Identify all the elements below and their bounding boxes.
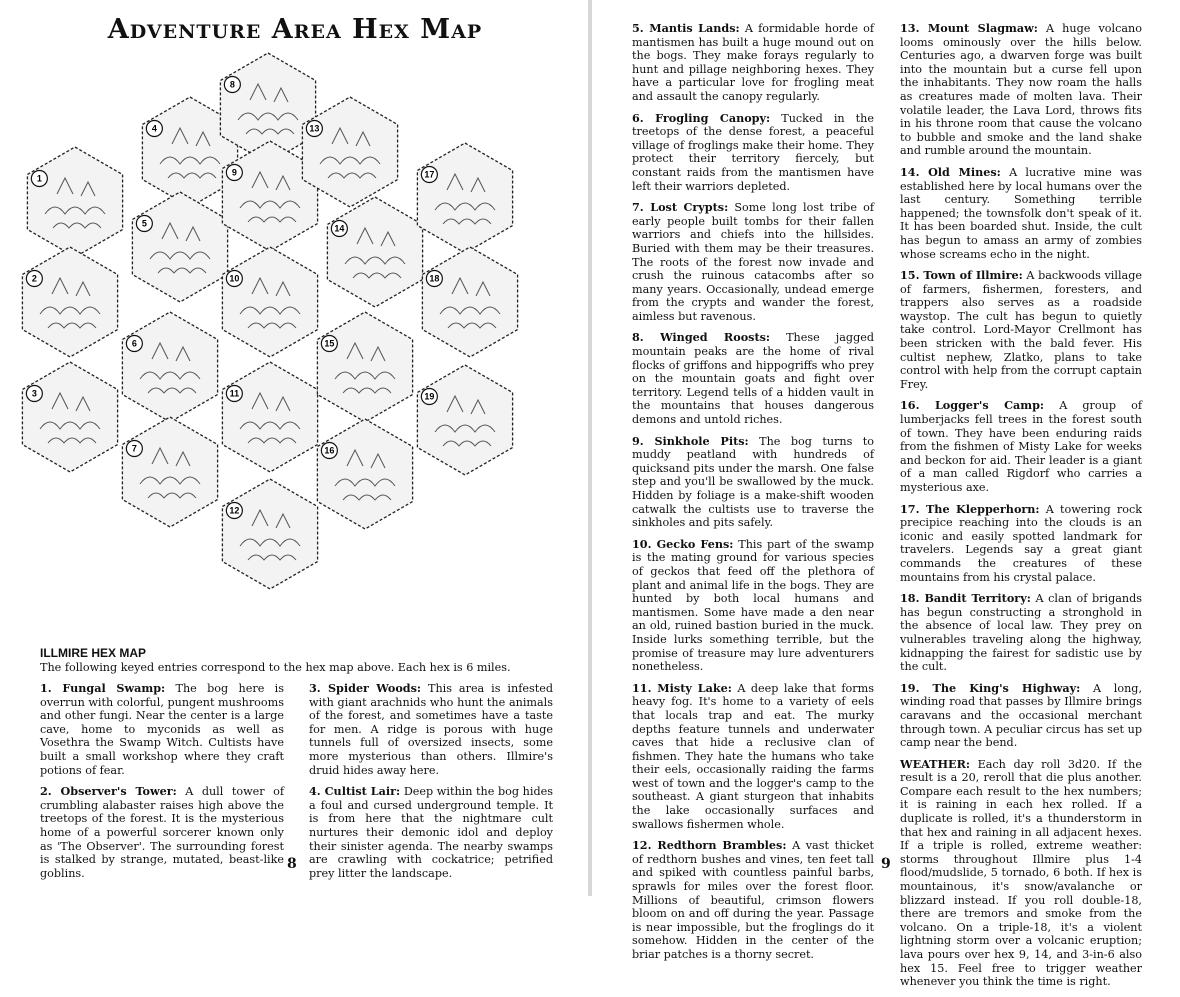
hex-number-label: 8	[229, 79, 235, 90]
map-intro: The following keyed entries correspond to the hex map above. Each hex is 6 miles.	[40, 661, 511, 674]
hex-entry: 19. The King's Highway: A long, winding road that passes by Illmire brings caravans and the occasional merchant through town. A peculiar circus has set up camp near the bend.	[900, 680, 1143, 750]
weather-entry: WEATHER: Each day roll 3d20. If the result is a 20, reroll that die plus another. Compare each result to the hex numbers; it is raining in each hex rolled. If a duplicate is rolled, it's a thunderstorm in that hex and raining in all adjacent hexes. If a triple is rolled, extreme weather: storms throughout Illmire plus 1-4 flood/mudslide, 5 tornado, 6 both. If hex is mountainous, it's snow/avalanche or blizzard instead. If you roll double-18, there are tremors and smoke from the volcano. On a triple-18, it's a violent lightning storm over a volcanic eruption; lava pours over hex 9, 14, and 3-in-6 also hex 15. Feel free to trigger weather whenever you think the time is right.	[900, 756, 1142, 989]
hex-outline	[422, 247, 517, 357]
hex-entry: 10. Gecko Fens: This part of the swamp is the mating ground for various species of geckos that feed off the plethora of plant and animal life in the bogs. They are hunted by both local humans and mantismen. Some have made a den near an old, ruined bastion buried in the muck. Inside lurks something terrible, but the promise of treasure may lure adventurers nonetheless.	[632, 536, 874, 674]
hex-outline	[417, 143, 512, 253]
entries-column-3	[632, 22, 874, 970]
hex-entry: 12. Redthorn Brambles: A vast thicket of redthorn bushes and vines, ten feet tall and spiked with countless painful barbs, sprawls for miles over the forest floor. Millions of beautiful, crimson flowers bloom on and off during the year. Passage is near impossible, but the froglings do it somehow. Hidden in the center of the briar patches is a thorny secret.	[632, 838, 875, 961]
hex-number-label: 15	[324, 338, 335, 349]
hex-outline	[22, 362, 117, 472]
hex-entry: 15. Town of Illmire: A backwoods village of farmers, fishermen, foresters, and trappers also serves as a roadside waystop. The cult has begun to quietly take control. Lord-Mayor Crellmont has been stricken with the bald fever. His cultist nephew, Zlatko, plans to take control with help from the corrupt captain Frey.	[900, 268, 1142, 391]
hex-entry: 7. Lost Crypts: Some long lost tribe of early people built tombs for their fallen warriors and chiefs into the hillsides. Buried with them may be their treasures. The roots of the forest now invade and crush the ruinous catacombs after so many years. Occasionally, undead emerge from the crypts and wander the forest, aimless but ravenous.	[632, 200, 874, 323]
hex-entry: 14. Old Mines: A lucrative mine was established here by local humans over the last century. Something terrible happened; the townsfolk don't speak of it. It has been boarded shut. Inside, the cult has begun to amass an army of zombies whose screams echo in the night.	[900, 164, 1142, 261]
hex-entry: 17. The Klepperhorn: A towering rock precipice reaching into the clouds is an iconic and easily spotted landmark for travelers. Legends say a great giant commands the creatures of these mountains from his crystal palace.	[900, 501, 1143, 584]
hex-tile-2	[22, 247, 117, 357]
hex-number-label: 10	[229, 273, 240, 284]
hex-number-label: 14	[334, 223, 345, 234]
hex-number-label: 2	[31, 273, 37, 284]
hex-number-label: 1	[36, 173, 42, 184]
hex-entry: 3. Spider Woods: This area is infested with giant arachnids who hunt the animals of the forest, and sometimes have a taste for men. A ridge is porous with huge tunnels full of oversized insects, some more mysterious than others. Illmire's druid hides away here.	[309, 681, 553, 777]
hex-tile-10	[222, 247, 317, 357]
hex-outline	[222, 362, 317, 472]
hex-number-label: 17	[424, 169, 435, 180]
page-title: Adventure Area Hex Map	[107, 14, 483, 45]
hex-number-label: 18	[429, 273, 440, 284]
hex-number-label: 11	[229, 388, 240, 399]
hex-entry: 13. Mount Slagmaw: A huge volcano looms ominously over the hills below. Centuries ago, a dwarven forge was built into the mountain but a curse fell upon the inhabitants. They now roam the halls as creatures made of molten lava. Their volatile leader, the Lava Lord, throws fits in his throne room that cause the volcano to bubble and smoke and the land shake and rumble around the mountain.	[900, 21, 1142, 158]
hex-tile-5	[132, 192, 227, 302]
hex-entry: 4. Cultist Lair: Deep within the bog hides a foul and cursed underground temple. It is from here that the nightmare cult nurtures their demonic idol and deploy their sinister agenda. The nearby swamps are crawling with cockatrice; petrified prey litter the landscape.	[309, 784, 553, 880]
map-heading: ILLMIRE HEX MAP	[40, 646, 147, 660]
left-page	[0, 0, 588, 896]
hex-outline	[27, 147, 122, 257]
hex-entry: 5. Mantis Lands: A formidable horde of mantismen has built a huge mound out on the bogs. They make forays regularly to hunt and pillage neighboring hexes. They have a particular love for frogling meat and assault the canopy regularly.	[632, 21, 874, 103]
hex-tile-14	[327, 197, 422, 307]
hex-tile-16	[317, 419, 412, 529]
hex-number-label: 7	[131, 443, 137, 454]
hex-outline	[317, 419, 412, 529]
hex-outline	[317, 312, 412, 422]
hex-tile-7	[122, 417, 217, 527]
hex-entry: 6. Frogling Canopy: Tucked in the treetops of the dense forest, a peaceful village of froglings make their home. They protect their territory fiercely, but constant raids from the mantismen have left their warriors depleted.	[632, 110, 875, 193]
hex-entry: 11. Misty Lake: A deep lake that forms heavy fog. It's home to a variety of eels that locals trap and eat. The murky depths feature tunnels and underwater caves that hide a reclusive clan of fishmen. They hate the humans who take their eels, occasionally raiding the farms west of town and the logger's camp to the southeast. A giant sturgeon that inhabits the lake occasionally surfaces and swallows fishermen whole.	[632, 680, 874, 831]
hex-tile-1	[27, 147, 122, 257]
hex-entry: 1. Fungal Swamp: The bog here is overrun with colorful, pungent mushrooms and other fungi. Near the center is a large cave, home to myconids as well as Vosethra the Swamp Witch. Cultists have built a small workshop where they craft potions of fear.	[40, 681, 284, 777]
hex-outline	[327, 197, 422, 307]
page-number: 8	[287, 856, 297, 872]
entries-column-4	[900, 22, 1142, 997]
hex-outline	[122, 312, 217, 422]
hex-tile-11	[222, 362, 317, 472]
hex-tile-12	[222, 479, 317, 589]
entries-column-2	[309, 682, 553, 888]
hex-outline	[417, 365, 512, 475]
hex-number-label: 12	[229, 505, 240, 516]
hex-entry: 8. Winged Roosts: These jagged mountain peaks are the home of rival flocks of griffons and hippogriffs who prey on the mountain goats and fight over territory. Legend tells of a hidden vault in the mountains that houses dangerous demons and untold riches.	[632, 330, 875, 427]
hex-tile-19	[417, 365, 512, 475]
hex-number-label: 19	[424, 391, 435, 402]
hex-outline	[132, 192, 227, 302]
hex-outline	[222, 247, 317, 357]
right-page	[592, 0, 1180, 989]
hex-outline	[222, 479, 317, 589]
hex-number-label: 6	[131, 338, 137, 349]
hex-number-label: 13	[309, 123, 320, 134]
hex-entry: 9. Sinkhole Pits: The bog turns to muddy peatland with hundreds of quicksand pits under the marsh. One false step and you'll be swallowed by the muck. Hidden by foliage is a make-shift wooden catwalk the cultists use to traverse the sinkholes and pits safely.	[632, 433, 874, 530]
hex-number-label: 5	[141, 218, 147, 229]
entries-column-1	[40, 682, 284, 888]
page-number: 9	[881, 856, 891, 872]
hex-tile-3	[22, 362, 117, 472]
hex-entry: 16. Logger's Camp: A group of lumberjacks fell trees in the forest south of town. They have been enduring raids from the fishmen of Misty Lake for weeks and beckon for aid. Their leader is a giant of a man called Rigdorf who carries a mysterious axe.	[900, 398, 1142, 494]
hex-entry: 18. Bandit Territory: A clan of brigands has begun constructing a stronghold in the absence of local law. They prey on vulnerables traveling along the highway, kidnapping the fairest for sadistic use by the cult.	[900, 591, 1143, 674]
hex-tile-15	[317, 312, 412, 422]
hex-number-label: 16	[324, 445, 335, 456]
hex-tile-6	[122, 312, 217, 422]
hex-number-label: 4	[151, 123, 157, 134]
hex-entry: 2. Observer's Tower: A dull tower of crumbling alabaster raises high above the treetops of the forest. It is the mysterious home of a powerful sorcerer known only as 'The Observer'. The surrounding forest is stalked by strange, mutated, beast-like goblins.	[40, 784, 284, 880]
hex-tile-18	[422, 247, 517, 357]
hex-number-label: 3	[31, 388, 37, 399]
hex-map	[20, 62, 560, 640]
hex-outline	[122, 417, 217, 527]
hex-tile-17	[417, 143, 512, 253]
hex-number-label: 9	[231, 167, 237, 178]
hex-outline	[22, 247, 117, 357]
